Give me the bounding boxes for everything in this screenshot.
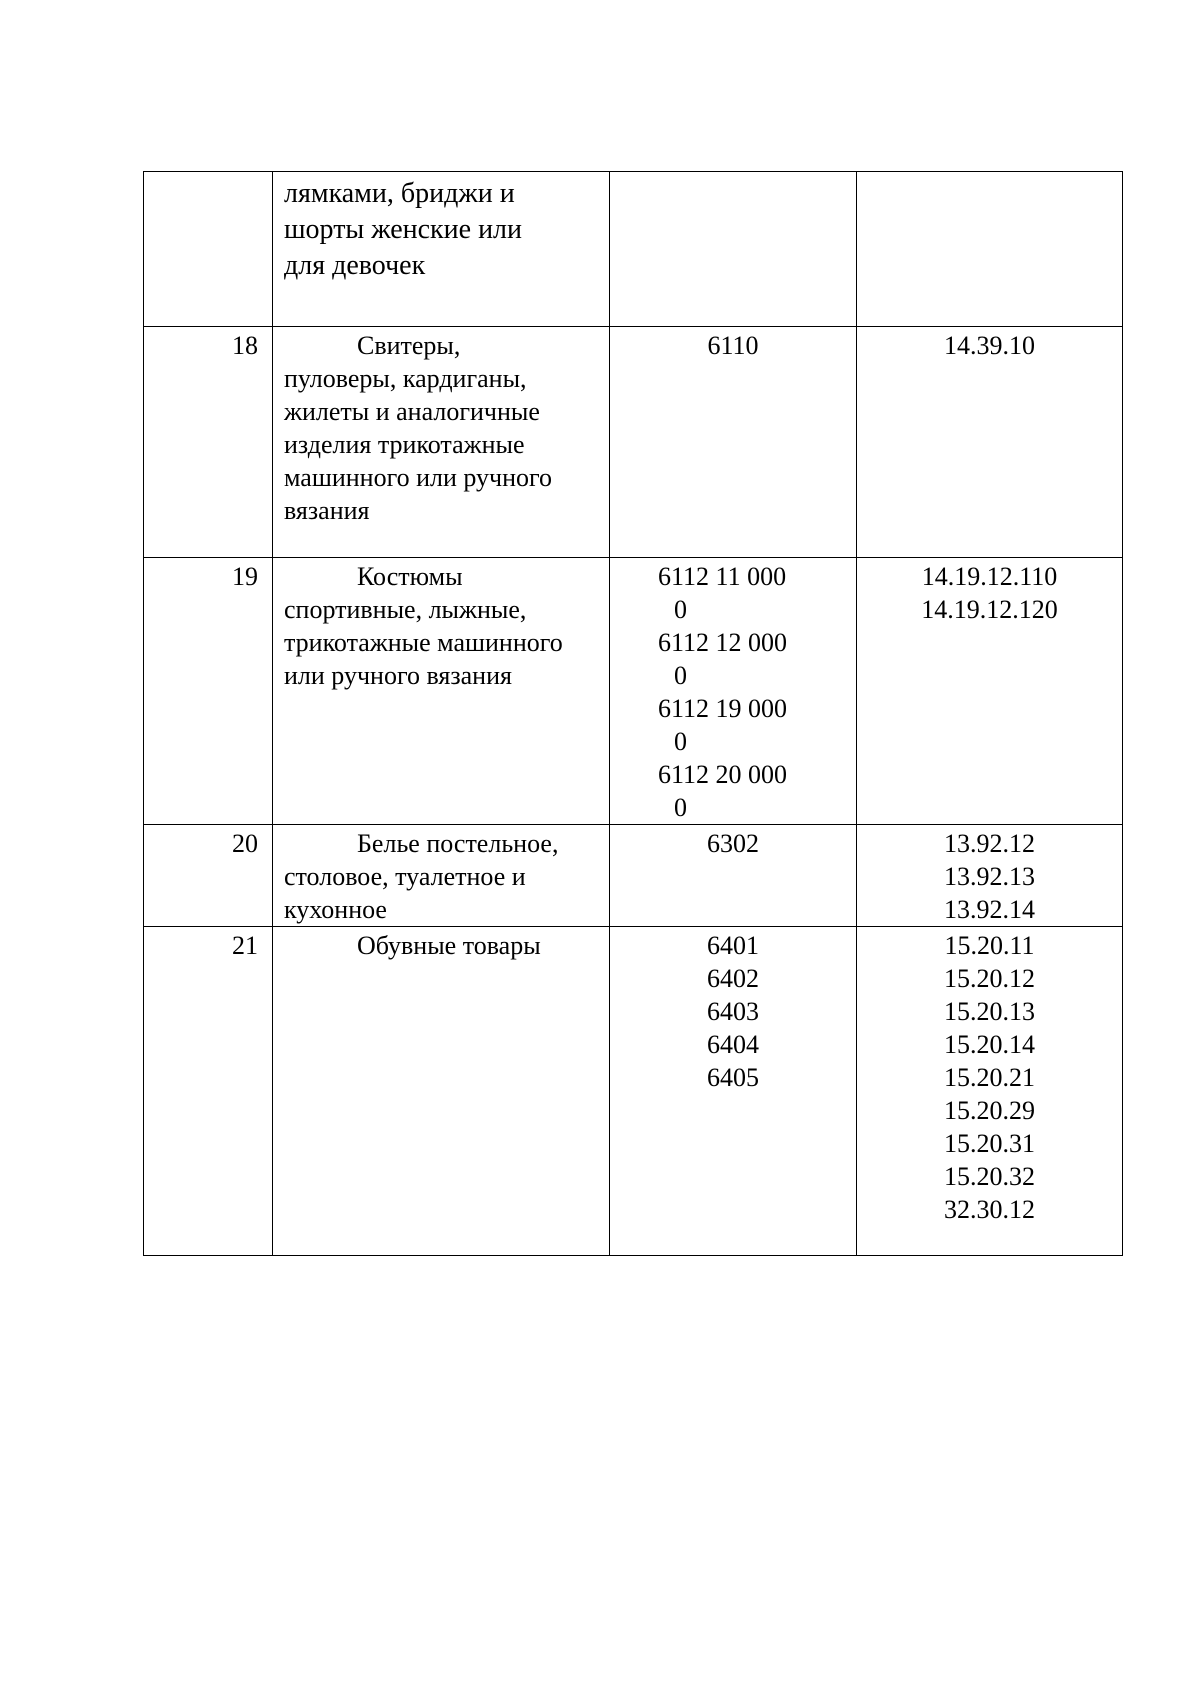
goods-name-line: вязания: [284, 496, 370, 525]
goods-name: [273, 825, 610, 927]
table-row: [144, 327, 1123, 558]
tnved-codes: [610, 172, 857, 327]
goods-name: [273, 327, 610, 558]
okpd-code: 32.30.12: [944, 1195, 1035, 1224]
okpd-code: 15.20.13: [944, 997, 1035, 1026]
tnved-code: 0: [674, 661, 687, 690]
tnved-code: 6112 11 000: [658, 562, 787, 591]
goods-name-line: Свитеры,: [357, 331, 461, 360]
tnved-code: 6405: [707, 1063, 759, 1092]
row-number: [144, 172, 273, 327]
okpd-code: 15.20.14: [944, 1030, 1035, 1059]
tnved-codes: [610, 825, 857, 927]
goods-name: [273, 558, 610, 825]
okpd-code: 15.20.21: [944, 1063, 1035, 1092]
tnved-codes: [610, 927, 857, 1256]
row-number: 21: [144, 927, 273, 1256]
goods-name-line: Обувные товары: [357, 931, 541, 960]
goods-name-line: столовое, туалетное и: [284, 862, 526, 891]
okpd-code: 14.19.12.110: [921, 562, 1058, 591]
tnved-code: 6112 12 000: [658, 628, 788, 657]
table-row: [144, 558, 1123, 825]
okpd-codes: [857, 558, 1123, 825]
tnved-code: 0: [674, 595, 687, 624]
goods-name-line: Костюмы: [357, 562, 463, 591]
table-row: [144, 825, 1123, 927]
goods-name-line: спортивные, лыжные,: [284, 595, 527, 624]
tnved-codes: [610, 327, 857, 558]
row-number: 18: [144, 327, 273, 558]
okpd-code: 13.92.13: [944, 862, 1035, 891]
goods-codes-table: [143, 171, 1123, 1256]
tnved-code: 6404: [707, 1030, 759, 1059]
okpd-code: 14.39.10: [944, 331, 1035, 360]
okpd-code: 15.20.29: [944, 1096, 1035, 1125]
tnved-codes: [610, 558, 857, 825]
row-number: 19: [144, 558, 273, 825]
goods-name-line: для девочек: [284, 250, 426, 281]
tnved-code: 6401: [707, 931, 759, 960]
tnved-code: 6110: [707, 331, 759, 360]
okpd-codes: [857, 327, 1123, 558]
okpd-code: 15.20.32: [944, 1162, 1035, 1191]
goods-name-line: трикотажные машинного: [284, 628, 563, 657]
row-number: 20: [144, 825, 273, 927]
tnved-code: 6402: [707, 964, 759, 993]
tnved-code: 6403: [707, 997, 759, 1026]
okpd-code: 15.20.12: [944, 964, 1035, 993]
okpd-codes: [857, 172, 1123, 327]
okpd-code: 13.92.12: [944, 829, 1035, 858]
okpd-codes: [857, 927, 1123, 1256]
tnved-code: 6112 20 000: [658, 760, 788, 789]
goods-name-line: Белье постельное,: [357, 829, 559, 858]
tnved-code: 0: [674, 793, 687, 822]
goods-name-line: машинного или ручного: [284, 463, 553, 492]
okpd-codes: [857, 825, 1123, 927]
goods-name-line: пуловеры, кардиганы,: [284, 364, 527, 393]
table-row: [144, 172, 1123, 327]
goods-name-line: изделия трикотажные: [284, 430, 525, 459]
goods-name: [273, 927, 610, 1256]
goods-name-line: кухонное: [284, 895, 387, 924]
tnved-code: 6112 19 000: [658, 694, 788, 723]
goods-name-line: лямками, бриджи и: [284, 178, 515, 209]
tnved-code: 0: [674, 727, 687, 756]
goods-name-line: или ручного вязания: [284, 661, 512, 690]
okpd-code: 13.92.14: [944, 895, 1035, 924]
tnved-code: 6302: [707, 829, 759, 858]
goods-name: [273, 172, 610, 327]
okpd-code: 14.19.12.120: [921, 595, 1058, 624]
goods-name-line: шорты женские или: [284, 214, 523, 245]
goods-name-line: жилеты и аналогичные: [284, 397, 540, 426]
okpd-code: 15.20.31: [944, 1129, 1035, 1158]
table-row: [144, 927, 1123, 1256]
okpd-code: 15.20.11: [944, 931, 1035, 960]
